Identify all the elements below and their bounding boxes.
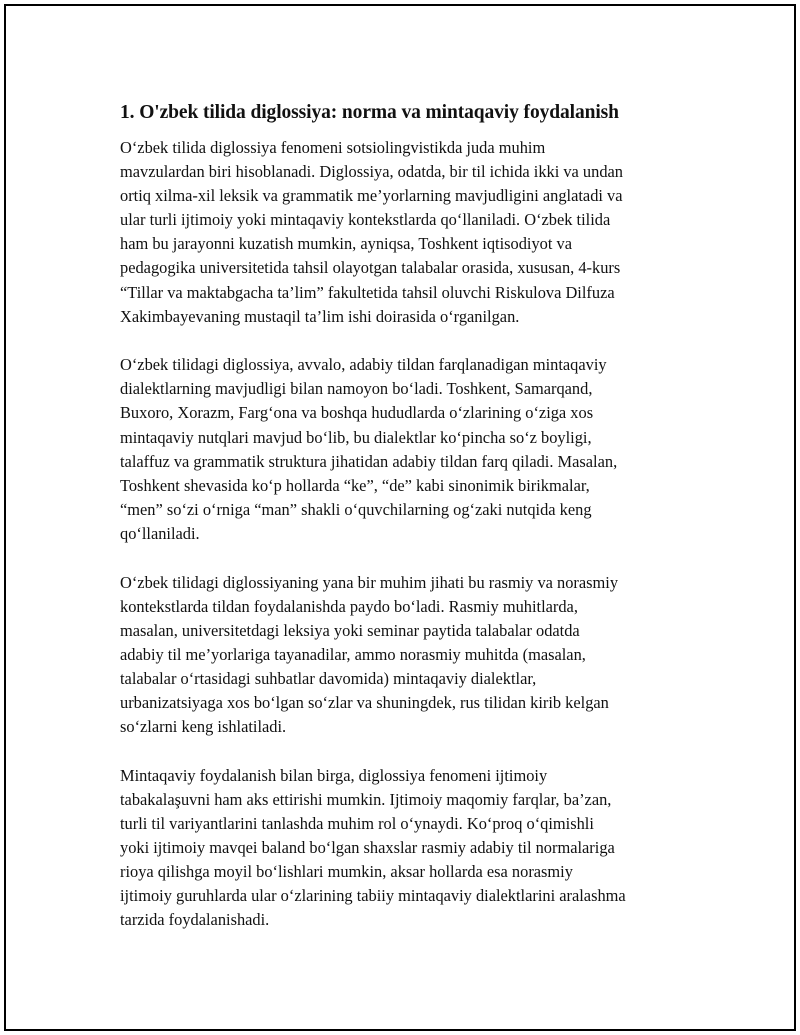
text-line: yoki ijtimoiy mavqei baland bo‘lgan shaxslar rasmiy adabiy til normalariga xyxy=(120,837,615,857)
text-line: ijtimoiy guruhlarda ular o‘zlarining tabiiy mintaqaviy dialektlarini aralashma xyxy=(120,886,626,906)
text-line: qo‘llaniladi. xyxy=(120,523,200,543)
text-line: mavzulardan biri hisoblanadi. Diglossiya, odatda, bir til ichida ikki va undan xyxy=(120,162,623,182)
text-line: turli til variyantlarini tanlashda muhim rol o‘ynaydi. Ko‘proq o‘qimishli xyxy=(120,813,594,833)
text-line: Mintaqaviy foydalanish bilan birga, diglossiya fenomeni ijtimoiy xyxy=(120,765,548,785)
text-line: adabiy til me’yorlariga tayanadilar, ammo norasmiy muhitda (masalan, xyxy=(120,644,586,664)
section-title: 1. O'zbek tilida diglossiya: norma va mintaqaviy foydalanish xyxy=(120,102,619,123)
text-line: “men” so‘zi o‘rniga “man” shakli o‘quvchilarning og‘zaki nutqida keng xyxy=(120,499,592,519)
document-body xyxy=(120,100,692,957)
text-line: masalan, universitetdagi leksiya yoki seminar paytida talabalar odatda xyxy=(120,620,580,640)
text-line: ortiq xilma-xil leksik va grammatik me’yorlarning mavjudligini anglatadi va xyxy=(120,186,623,206)
text-line: talaffuz va grammatik struktura jihatidan adabiy tildan farq qiladi. Masalan, xyxy=(120,451,618,471)
text-line: O‘zbek tilida diglossiya fenomeni sotsiolingvistikda juda muhim xyxy=(120,138,546,157)
text-line: Xakimbayevaning mustaqil ta’lim ishi doirasida o‘rganilgan. xyxy=(120,306,520,326)
text-line: ular turli ijtimoiy yoki mintaqaviy kontekstlarda qo‘llaniladi. O‘zbek tilida xyxy=(120,210,611,230)
paragraph-1 xyxy=(120,136,692,329)
paragraph-4 xyxy=(120,764,692,933)
text-line: Toshkent shevasida ko‘p hollarda “ke”, “de” kabi sinonimik birikmalar, xyxy=(120,475,590,495)
text-line: talabalar o‘rtasidagi suhbatlar davomida) mintaqaviy dialektlar, xyxy=(120,668,537,688)
text-line: dialektlarning mavjudligi bilan namoyon bo‘ladi. Toshkent, Samarqand, xyxy=(120,379,593,399)
page xyxy=(4,4,796,1031)
text-line: tabakalaşuvni ham aks ettirishi mumkin. Ijtimoiy maqomiy farqlar, ba’zan, xyxy=(120,789,612,809)
text-line: Buxoro, Xorazm, Farg‘ona va boshqa hududlarda o‘zlarining o‘ziga xos xyxy=(120,403,594,423)
paragraph-3 xyxy=(120,571,692,740)
text-line: O‘zbek tilidagi diglossiyaning yana bir muhim jihati bu rasmiy va norasmiy xyxy=(120,572,619,592)
text-line: mintaqaviy nutqlari mavjud bo‘lib, bu dialektlar ko‘pincha so‘z boyligi, xyxy=(120,427,592,447)
text-line: “Tillar va maktabgacha ta’lim” fakultetida tahsil oluvchi Riskulova Dilfuza xyxy=(120,282,615,302)
text-line: so‘zlarni keng ishlatiladi. xyxy=(120,717,287,737)
text-line: pedagogika universitetida tahsil olayotgan talabalar orasida, xususan, 4-kurs xyxy=(120,258,621,278)
text-line: O‘zbek tilidagi diglossiya, avvalo, adabiy tildan farqlanadigan mintaqaviy xyxy=(120,355,607,375)
text-line: kontekstlarda tildan foydalanishda paydo bo‘ladi. Rasmiy muhitlarda, xyxy=(120,596,578,616)
text-line: ham bu jarayonni kuzatish mumkin, ayniqsa, Toshkent iqtisodiyot va xyxy=(120,234,572,254)
paragraph-2 xyxy=(120,353,692,546)
text-line: urbanizatsiyaga xos bo‘lgan so‘zlar va shuningdek, rus tilidan kirib kelgan xyxy=(120,692,609,712)
text-line: rioya qilishga moyil bo‘lishlari mumkin, aksar hollarda esa norasmiy xyxy=(120,862,573,882)
text-line: tarzida foydalanishadi. xyxy=(120,910,270,930)
